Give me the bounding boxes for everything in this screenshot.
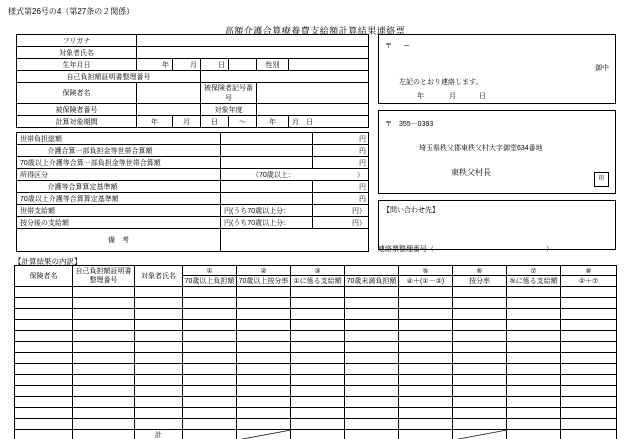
table-cell[interactable] [561, 364, 617, 375]
household-payment-value[interactable]: 円(うち70歳以上分： [221, 205, 313, 217]
contact-number-line[interactable]: 連絡票整理番号（ ） [378, 246, 553, 253]
table-cell[interactable] [15, 287, 73, 298]
table-cell[interactable] [15, 320, 73, 331]
total-2-diagonal [237, 430, 291, 439]
col-num-7: ⑦ [507, 266, 561, 276]
table-row [17, 83, 369, 104]
insurer-name-label: 保険者名 [17, 83, 137, 104]
table-cell[interactable] [561, 408, 617, 419]
furigana-label: フリガナ [17, 35, 137, 47]
table-cell[interactable] [135, 419, 183, 430]
table-cell[interactable] [561, 375, 617, 386]
table-row [17, 47, 369, 59]
table-row [15, 320, 617, 331]
table-row [17, 59, 369, 71]
table-cell[interactable] [345, 353, 399, 364]
table-cell[interactable] [135, 397, 183, 408]
table-cell[interactable] [15, 298, 73, 309]
issuer-address: 埼玉県秩父郡東秩父村大字御堂634番地 [419, 145, 543, 152]
table-cell[interactable] [135, 287, 183, 298]
table-cell[interactable] [237, 353, 291, 364]
table-cell[interactable] [453, 342, 507, 353]
remarks-value[interactable] [221, 229, 369, 252]
col-num-5: ⑤ [399, 266, 453, 276]
table-row [17, 181, 369, 193]
table-cell[interactable] [453, 375, 507, 386]
calc-breakdown-table-wrap [14, 265, 616, 439]
table-row [17, 205, 369, 217]
table-cell[interactable] [345, 298, 399, 309]
insurer-name-value[interactable] [137, 83, 201, 104]
inquiry-title: 【問い合わせ先】 [383, 207, 439, 214]
total-4[interactable] [345, 430, 399, 439]
col-label-7: ⑤に係る支給額 [507, 276, 561, 287]
total-6-diagonal [453, 430, 507, 439]
table-cell[interactable] [291, 309, 345, 320]
col-label-2: 70歳以上按分率 [237, 276, 291, 287]
table-cell[interactable] [73, 298, 135, 309]
insured-no-label: 被保険者番号 [17, 104, 137, 116]
total-label: 計 [135, 430, 183, 439]
total-self-pay-value[interactable] [221, 133, 313, 145]
table-row [15, 419, 617, 430]
table-header-row [15, 266, 617, 276]
period-monthday2[interactable]: 月 日 [289, 116, 369, 128]
calc-breakdown-body [15, 287, 617, 430]
col-num-8: ⑧ [561, 266, 617, 276]
table-cell[interactable] [453, 353, 507, 364]
table-cell[interactable] [135, 309, 183, 320]
table-cell[interactable] [345, 364, 399, 375]
document-title: 高額介護合算療養費支給額計算結果連絡票 [224, 26, 406, 36]
table-cell[interactable] [399, 331, 453, 342]
col-label-5: ④＋(①－②) [399, 276, 453, 287]
table-cell[interactable] [345, 419, 399, 430]
col-label-4: 70歳未満負担額 [345, 276, 399, 287]
col-label-1: 70歳以上負担額 [183, 276, 237, 287]
table-cell[interactable] [291, 408, 345, 419]
col-num-6: ⑥ [453, 266, 507, 276]
care-70-partial-unit: 円 [313, 157, 369, 169]
total-cell-insurer [15, 430, 73, 439]
income-note-end: ） [357, 171, 364, 179]
birth-spacer [229, 59, 257, 71]
table-row [15, 375, 617, 386]
table-cell[interactable] [183, 397, 237, 408]
table-cell[interactable] [291, 287, 345, 298]
col-num-1: ① [183, 266, 237, 276]
table-cell[interactable] [135, 298, 183, 309]
care-base-70-label: 70歳以上介護等合算算定基準額 [17, 193, 221, 205]
table-row [15, 408, 617, 419]
table-cell[interactable] [507, 320, 561, 331]
table-row [15, 342, 617, 353]
care-partial-value[interactable] [221, 145, 313, 157]
total-1[interactable] [183, 430, 237, 439]
table-cell[interactable] [237, 364, 291, 375]
table-cell[interactable] [399, 298, 453, 309]
remarks-label: 備 考 [17, 229, 221, 252]
self-pay-cert-no-value[interactable] [201, 71, 369, 83]
name-value[interactable] [137, 47, 369, 59]
total-self-pay-label: 世帯負担総額 [17, 133, 221, 145]
table-cell[interactable] [237, 342, 291, 353]
table-cell[interactable] [345, 309, 399, 320]
table-cell[interactable] [399, 397, 453, 408]
table-cell[interactable] [561, 298, 617, 309]
table-cell[interactable] [507, 353, 561, 364]
table-cell[interactable] [291, 397, 345, 408]
care-partial-unit: 円 [313, 145, 369, 157]
date-year[interactable]: 年 [417, 93, 424, 100]
table-cell[interactable] [15, 408, 73, 419]
table-cell[interactable] [453, 397, 507, 408]
prorated-payment-value[interactable]: 円(うち70歳以上分： [221, 217, 313, 229]
table-cell[interactable] [237, 408, 291, 419]
table-cell[interactable] [15, 397, 73, 408]
table-cell[interactable] [561, 342, 617, 353]
table-cell[interactable] [15, 353, 73, 364]
prorated-payment-unit: 円） [313, 217, 369, 229]
table-cell[interactable] [237, 397, 291, 408]
table-cell[interactable] [345, 375, 399, 386]
income-class-label: 所得区分 [17, 169, 221, 181]
table-cell[interactable] [561, 419, 617, 430]
table-cell[interactable] [135, 353, 183, 364]
issuer-box [378, 110, 616, 194]
table-row [15, 309, 617, 320]
table-cell[interactable] [183, 364, 237, 375]
table-cell[interactable] [183, 287, 237, 298]
table-cell[interactable] [73, 408, 135, 419]
birth-month-cell[interactable]: 月 [173, 59, 201, 71]
table-cell[interactable] [73, 375, 135, 386]
table-cell[interactable] [345, 331, 399, 342]
table-cell[interactable] [15, 375, 73, 386]
total-self-pay-unit: 円 [313, 133, 369, 145]
period-month1[interactable]: 月 [173, 116, 201, 128]
table-cell[interactable] [183, 386, 237, 397]
issuer-name: 東秩父村長 [451, 168, 491, 177]
table-cell[interactable] [183, 331, 237, 342]
table-cell[interactable] [345, 386, 399, 397]
calc-breakdown-table [14, 265, 617, 439]
table-cell[interactable] [291, 419, 345, 430]
table-row [15, 386, 617, 397]
table-cell[interactable] [453, 298, 507, 309]
table-cell[interactable] [399, 309, 453, 320]
table-cell[interactable] [183, 353, 237, 364]
period-label: 計算対象期間 [17, 116, 137, 128]
furigana-value[interactable] [137, 35, 369, 47]
table-cell[interactable] [135, 386, 183, 397]
table-cell[interactable] [73, 320, 135, 331]
table-cell[interactable] [135, 364, 183, 375]
name-label: 対象者氏名 [17, 47, 137, 59]
table-cell[interactable] [507, 342, 561, 353]
insured-symbol-value[interactable] [257, 83, 369, 104]
table-cell[interactable] [561, 353, 617, 364]
table-cell[interactable] [561, 287, 617, 298]
total-8[interactable] [561, 430, 617, 439]
table-cell[interactable] [345, 320, 399, 331]
table-cell[interactable] [507, 375, 561, 386]
col-target-name: 対象者氏名 [135, 266, 183, 287]
table-cell[interactable] [73, 386, 135, 397]
table-cell[interactable] [291, 364, 345, 375]
table-row [17, 193, 369, 205]
postal-mark-icon: 〒 [385, 43, 392, 50]
table-cell[interactable] [453, 408, 507, 419]
table-cell[interactable] [183, 375, 237, 386]
income-note: （70歳以上： [252, 171, 295, 179]
table-cell[interactable] [399, 419, 453, 430]
table-cell[interactable] [453, 331, 507, 342]
table-row [17, 217, 369, 229]
target-year-label: 対象年度 [201, 104, 257, 116]
indent-cell [17, 181, 45, 193]
table-cell[interactable] [237, 309, 291, 320]
care-base-label: 介護等合算算定基準額 [45, 181, 221, 193]
col-cert-no: 自己負担額証明書 整理番号 [73, 266, 135, 287]
table-cell[interactable] [345, 408, 399, 419]
table-row [17, 35, 369, 47]
table-cell[interactable] [237, 320, 291, 331]
table-cell[interactable] [399, 353, 453, 364]
care-base-value[interactable] [221, 181, 313, 193]
table-cell[interactable] [135, 408, 183, 419]
table-cell[interactable] [135, 331, 183, 342]
table-cell[interactable] [73, 342, 135, 353]
care-partial-label: 介護合算一部負担金等世帯合算額 [45, 145, 221, 157]
table-cell[interactable] [507, 386, 561, 397]
applicant-table [16, 34, 369, 128]
table-cell[interactable] [135, 320, 183, 331]
total-row [15, 430, 617, 439]
table-cell[interactable] [291, 320, 345, 331]
col-label-3: ①に係る支給額 [291, 276, 345, 287]
sex-value[interactable] [289, 59, 369, 71]
birth-label: 生年月日 [17, 59, 137, 71]
issuer-zip: 〒 355－0393 [385, 121, 434, 128]
table-row [17, 116, 369, 128]
table-cell[interactable] [237, 298, 291, 309]
table-row [17, 229, 369, 252]
table-row [17, 157, 369, 169]
table-cell[interactable] [453, 364, 507, 375]
table-cell[interactable] [453, 287, 507, 298]
table-row [15, 364, 617, 375]
table-cell[interactable] [237, 375, 291, 386]
amount-table [16, 132, 369, 252]
table-cell[interactable] [15, 331, 73, 342]
form-number: 様式第26号の4（第27条の２関係） [8, 7, 135, 16]
table-cell[interactable] [237, 419, 291, 430]
table-cell[interactable] [345, 342, 399, 353]
table-cell[interactable] [507, 287, 561, 298]
table-cell[interactable] [561, 331, 617, 342]
total-3[interactable] [291, 430, 345, 439]
table-row [15, 331, 617, 342]
seal-icon: 印 [594, 172, 609, 187]
birth-day-cell[interactable]: 日 [201, 59, 229, 71]
period-day1[interactable]: 日 [201, 116, 229, 128]
care-70-partial-value[interactable] [221, 157, 313, 169]
table-cell[interactable] [507, 309, 561, 320]
table-cell[interactable] [73, 309, 135, 320]
table-cell[interactable] [399, 320, 453, 331]
table-cell[interactable] [15, 364, 73, 375]
table-cell[interactable] [183, 342, 237, 353]
col-num-3: ③ [291, 266, 345, 276]
col-label-6: 按分率 [453, 276, 507, 287]
table-cell[interactable] [73, 364, 135, 375]
table-cell[interactable] [15, 419, 73, 430]
table-row [17, 169, 369, 181]
postal-dash: ー [403, 43, 410, 50]
table-row [17, 104, 369, 116]
table-cell[interactable] [237, 331, 291, 342]
table-cell[interactable] [507, 408, 561, 419]
table-cell[interactable] [453, 320, 507, 331]
col-insurer-name: 保険者名 [15, 266, 73, 287]
table-cell[interactable] [183, 298, 237, 309]
total-5[interactable] [399, 430, 453, 439]
table-cell[interactable] [135, 375, 183, 386]
table-cell[interactable] [73, 397, 135, 408]
table-cell[interactable] [561, 320, 617, 331]
table-cell[interactable] [73, 419, 135, 430]
table-cell[interactable] [399, 342, 453, 353]
care-base-70-value[interactable] [221, 193, 313, 205]
table-cell[interactable] [507, 397, 561, 408]
table-cell[interactable] [399, 287, 453, 298]
sex-label: 性別 [257, 59, 289, 71]
table-cell[interactable] [453, 309, 507, 320]
table-cell[interactable] [237, 287, 291, 298]
period-year2[interactable]: 年 [257, 116, 289, 128]
household-payment-label: 世帯支給額 [17, 205, 221, 217]
table-cell[interactable] [15, 342, 73, 353]
target-year-value[interactable] [257, 104, 369, 116]
table-cell[interactable] [135, 342, 183, 353]
table-row [17, 71, 369, 83]
table-cell[interactable] [291, 298, 345, 309]
table-cell[interactable] [183, 419, 237, 430]
table-cell[interactable] [183, 309, 237, 320]
inquiry-box [378, 200, 616, 250]
table-cell[interactable] [399, 386, 453, 397]
table-row [15, 298, 617, 309]
table-cell[interactable] [183, 320, 237, 331]
self-pay-cert-no-label: 自己負担額証明書整理番号 [17, 71, 201, 83]
birth-year-cell[interactable]: 年 [137, 59, 173, 71]
table-row [17, 145, 369, 157]
income-class-value[interactable] [221, 169, 369, 181]
care-base-unit: 円 [313, 181, 369, 193]
table-cell[interactable] [291, 375, 345, 386]
table-cell[interactable] [561, 386, 617, 397]
col-label-8: ②＋⑦ [561, 276, 617, 287]
care-70-partial-label: 70歳以上介護等合算一部負担金等世帯合算額 [17, 157, 221, 169]
total-cell-cert [73, 430, 135, 439]
table-row [15, 287, 617, 298]
table-cell[interactable] [15, 309, 73, 320]
table-cell[interactable] [291, 331, 345, 342]
table-cell[interactable] [561, 309, 617, 320]
col-num-4 [345, 266, 399, 276]
table-cell[interactable] [73, 353, 135, 364]
col-num-2: ② [237, 266, 291, 276]
table-cell[interactable] [453, 419, 507, 430]
table-cell[interactable] [507, 364, 561, 375]
table-cell[interactable] [453, 386, 507, 397]
calc-breakdown-title: 【計算結果の内訳】 [14, 257, 82, 266]
total-7[interactable] [507, 430, 561, 439]
period-tilde: ～ [229, 116, 257, 128]
table-row [15, 397, 617, 408]
household-payment-unit: 円） [313, 205, 369, 217]
onchu-label: 御中 [595, 65, 609, 72]
indent-cell [17, 145, 45, 157]
date-month[interactable]: 月 [449, 93, 456, 100]
table-cell[interactable] [507, 419, 561, 430]
period-year1[interactable]: 年 [137, 116, 173, 128]
insured-symbol-label: 被保険者記号番号 [201, 83, 257, 104]
table-cell[interactable] [507, 298, 561, 309]
left-form-block [16, 34, 368, 252]
insured-no-value[interactable] [137, 104, 201, 116]
table-cell[interactable] [561, 397, 617, 408]
care-base-70-unit: 円 [313, 193, 369, 205]
prorated-payment-label: 按分後の支給額 [17, 217, 221, 229]
table-cell[interactable] [345, 287, 399, 298]
table-cell[interactable] [399, 375, 453, 386]
table-cell[interactable] [345, 397, 399, 408]
as-above-text: 左記のとおり連絡します。 [399, 79, 483, 86]
table-cell[interactable] [399, 364, 453, 375]
table-cell[interactable] [183, 408, 237, 419]
table-row [15, 353, 617, 364]
table-row [17, 133, 369, 145]
right-form-block [378, 34, 616, 250]
table-cell[interactable] [507, 331, 561, 342]
date-day[interactable]: 日 [479, 93, 486, 100]
table-cell[interactable] [291, 342, 345, 353]
table-cell[interactable] [73, 287, 135, 298]
table-cell[interactable] [73, 331, 135, 342]
table-cell[interactable] [237, 386, 291, 397]
addressee-box [378, 34, 616, 104]
table-cell[interactable] [291, 386, 345, 397]
table-cell[interactable] [399, 408, 453, 419]
table-cell[interactable] [291, 353, 345, 364]
table-cell[interactable] [15, 386, 73, 397]
